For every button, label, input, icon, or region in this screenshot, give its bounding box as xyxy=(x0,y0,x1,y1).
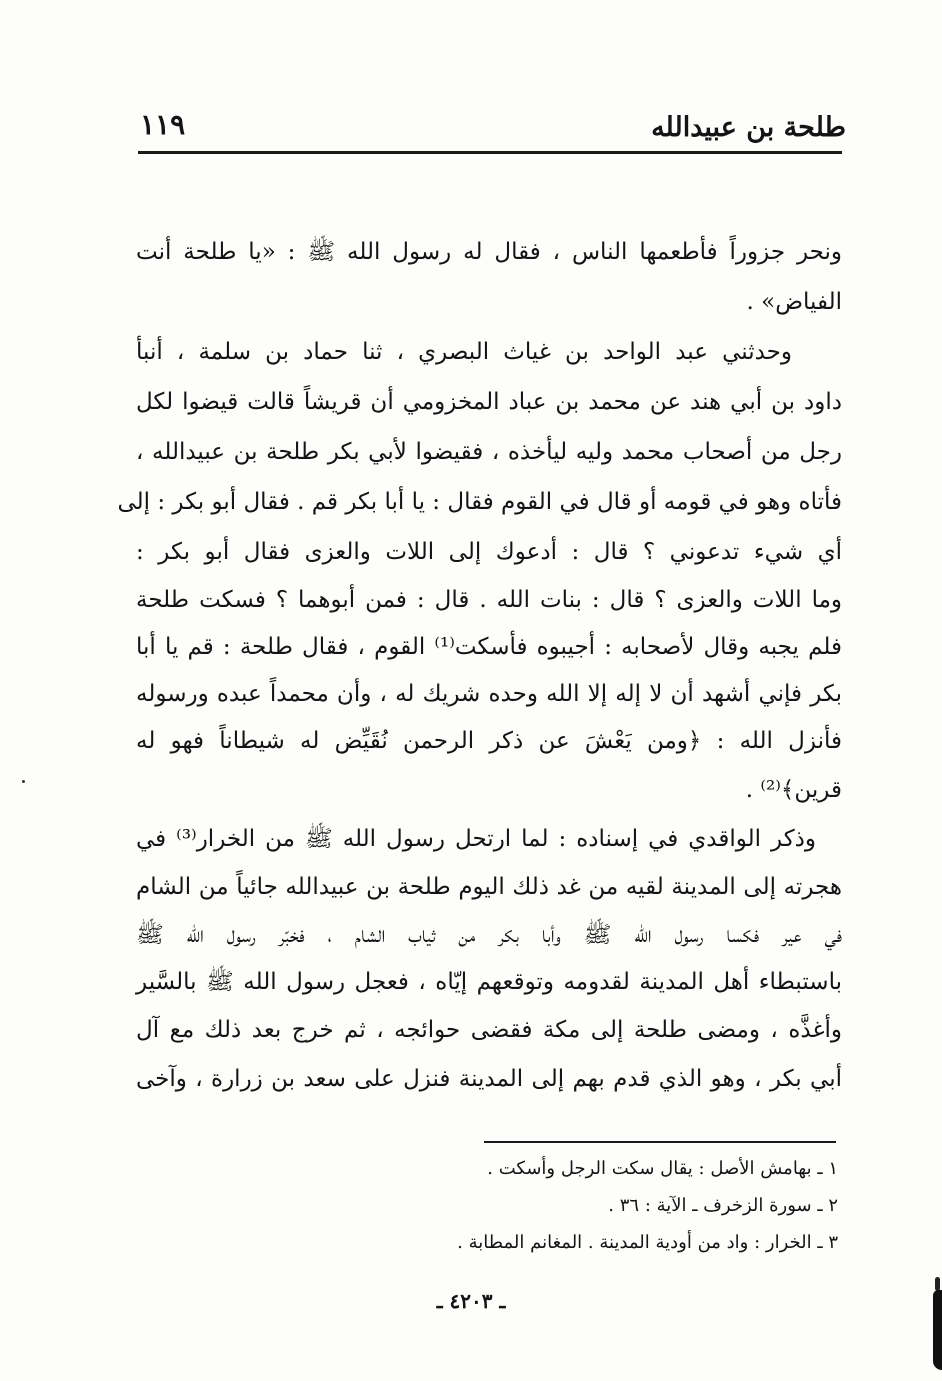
body-line: هجرته إلى المدينة لقيه من غد ذلك اليوم طلحة بن عبيدالله جائياً من الشام xyxy=(136,874,842,900)
body-line: وحدثني عبد الواحد بن غياث البصري ، ثنا حماد بن سلمة ، أنبأ xyxy=(136,339,792,365)
scan-edge-mark xyxy=(935,1277,940,1291)
body-line: باستبطاء أهل المدينة لقدومه وتوقعهم إيّاه ، فعجل رسول الله ﷺ بالسَّير xyxy=(136,969,842,995)
body-line: وما اللات والعزى ؟ قال : بنات الله . قال : فمن أبوهما ؟ فسكت طلحة xyxy=(136,587,842,613)
running-header-title: طلحة بن عبيدالله xyxy=(651,112,846,143)
body-line: بكر فإني أشهد أن لا إله إلا الله وحده شريك له ، وأن محمداً عبده ورسوله xyxy=(136,681,842,707)
page-number: ١١٩ xyxy=(140,108,186,141)
scan-edge-mark xyxy=(933,1290,942,1370)
footnote: ١ ـ بهامش الأصل : يقال سكت الرجل وأسكت . xyxy=(487,1158,838,1179)
body-line: وذكر الواقدي في إسناده : لما ارتحل رسول الله ﷺ من الخرار⁽³⁾ في xyxy=(136,826,817,852)
body-line: داود بن أبي هند عن محمد بن عباد المخزومي أن قريشاً قالت قيضوا لكل xyxy=(136,389,842,415)
footnote: ٢ ـ سورة الزخرف ـ الآية : ٣٦ . xyxy=(608,1195,838,1216)
body-line: فأنزل الله : ﴿ومن يَعْشَ عن ذكر الرحمن نُقَيِّض له شيطاناً فهو له xyxy=(136,728,842,754)
body-line: في عير فكسا رسول الله ﷺ وأبا بكر من ثياب الشام ، فخبّر رسول الله ﷺ xyxy=(136,922,842,948)
footnote: ٣ ـ الخرار : واد من أودية المدينة . المغانم المطابة . xyxy=(457,1232,838,1253)
folio-number: ـ ٤٢٠٣ ـ xyxy=(436,1289,506,1313)
body-line: أي شيء تدعوني ؟ قال : أدعوك إلى اللات والعزى فقال أبو بكر : xyxy=(136,539,842,565)
scan-speck xyxy=(22,780,25,783)
header-rule xyxy=(138,151,842,154)
body-line: قرين﴾⁽²⁾ . xyxy=(745,777,842,803)
body-line: أبي بكر ، وهو الذي قدم بهم إلى المدينة فنزل على سعد بن زرارة ، وآخى xyxy=(136,1066,842,1092)
footnote-rule xyxy=(484,1141,836,1143)
body-line: فأتاه وهو في قومه أو قال في القوم فقال : يا أبا بكر قم . فقال أبو بكر : إلى xyxy=(117,489,842,515)
body-line: الفياض» . xyxy=(746,289,842,315)
body-line: رجل من أصحاب محمد وليه ليأخذه ، فقيضوا لأبي بكر طلحة بن عبيدالله ، xyxy=(136,439,842,465)
body-line: فلم يجبه وقال لأصحابه : أجيبوه فأسكت⁽¹⁾ القوم ، فقال طلحة : قم يا أبا xyxy=(136,634,842,660)
body-line: وأغذَّه ، ومضى طلحة إلى مكة فقضى حوائجه ، ثم خرج بعد ذلك مع آل xyxy=(136,1017,842,1043)
body-line: ونحر جزوراً فأطعمها الناس ، فقال له رسول الله ﷺ : «يا طلحة أنت xyxy=(136,239,842,265)
